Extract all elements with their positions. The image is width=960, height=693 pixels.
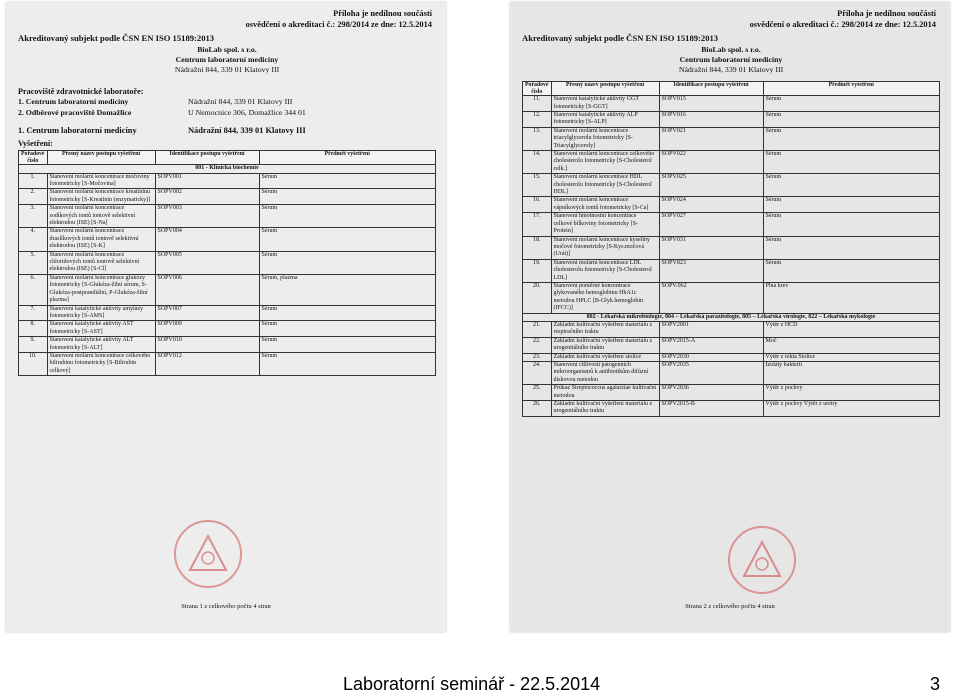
exam-code: SOPV2035 bbox=[659, 362, 763, 385]
table-row bbox=[523, 401, 940, 417]
exam-name: Stanovení katalytické aktivity amylázy fotometricky [S-AMS] bbox=[47, 305, 155, 321]
row-number: 7. bbox=[19, 305, 48, 321]
exam-code: SOPV005 bbox=[155, 251, 259, 274]
col-ident-header: Identifikace postupu vyšetření bbox=[659, 82, 763, 96]
row-number: 5. bbox=[19, 251, 48, 274]
exam-code: SOPV007 bbox=[155, 305, 259, 321]
col-subject-header: Předmět vyšetření bbox=[259, 151, 435, 165]
row-number: 22. bbox=[523, 337, 552, 353]
exam-name: Stanovení katalytické aktivity AST fotometricky [S-AST] bbox=[47, 321, 155, 337]
table-row bbox=[19, 228, 436, 251]
table-row bbox=[19, 305, 436, 321]
exam-code: SOPV2015-A bbox=[659, 337, 763, 353]
page-footer: Strana 1 z celkového počtu 4 stran bbox=[181, 603, 271, 610]
exam-code: SOPV006 bbox=[155, 274, 259, 305]
table-row bbox=[523, 174, 940, 197]
exam-subject: Sérum bbox=[259, 189, 435, 205]
row-number: 6. bbox=[19, 274, 48, 305]
exam-subject: Izoláty bakterií bbox=[763, 362, 939, 385]
table-row bbox=[523, 96, 940, 112]
table-row bbox=[19, 274, 436, 305]
exam-name: Průkaz Streptococcus agalactiae kultivační metodou bbox=[551, 385, 659, 401]
exam-subject: Sérum bbox=[763, 236, 939, 259]
workplace-row: 2. Odběrové pracoviště Domažlice U Nemocnice 306, Domažlice 344 01 bbox=[18, 108, 306, 117]
exam-code: SOPV010 bbox=[155, 337, 259, 353]
table-row bbox=[523, 213, 940, 236]
exam-subject: Plná krev bbox=[763, 282, 939, 313]
exam-name: Stanovení poměrné koncentrace glykovaného hemoglobinu HbA1c metodou HPLC [B-Glyk.hemoglobin (IFCC)] bbox=[551, 282, 659, 313]
exam-name: Stanovení hmotnostní koncentrace celkové bílkoviny fotometricky [S-Protein] bbox=[551, 213, 659, 236]
page-footer: Strana 2 z celkového počtu 4 stran bbox=[685, 603, 775, 610]
exam-code: SOPV2015-B bbox=[659, 401, 763, 417]
exam-subject: Sérum bbox=[259, 305, 435, 321]
row-number: 14. bbox=[523, 151, 552, 174]
row-number: 1. bbox=[19, 173, 48, 189]
exam-name: Stanovení molární koncentrace HDL cholesterolu fotometricky [S-Cholesterol HDL] bbox=[551, 174, 659, 197]
exam-name: Stanovení katalytické aktivity GGT fotometricky [S-GGT] bbox=[551, 96, 659, 112]
exam-code: SOPV002 bbox=[155, 189, 259, 205]
exam-subject: Sérum bbox=[763, 151, 939, 174]
exam-name: Stanovení molární koncentrace chloridových iontů iontově selektivní elektrodou (ISE) [S-Cl] bbox=[47, 251, 155, 274]
exam-name: Stanovení molární koncentrace glukózy fotometricky [S-Glukóza-žilní sérum, S-Glukóza-postprandiální, P-Glukóza-žilní plazma] bbox=[47, 274, 155, 305]
exam-name: Stanovení molární koncentrace LDL cholesterolu fotometricky [S-Cholesterol LDL] bbox=[551, 259, 659, 282]
col-no-header: Pořadové číslo bbox=[523, 82, 552, 96]
row-number: 3. bbox=[19, 205, 48, 228]
col-name-header: Přesný název postupu vyšetření bbox=[47, 151, 155, 165]
exam-code: SOPV2030 bbox=[659, 353, 763, 361]
exam-code: SOPV024 bbox=[659, 197, 763, 213]
accreditation-stamp bbox=[728, 526, 796, 594]
accreditation-line: Akreditovaný subjekt podle ČSN EN ISO 15189:2013 bbox=[522, 33, 719, 43]
row-number: 12. bbox=[523, 112, 552, 128]
row-number: 19. bbox=[523, 259, 552, 282]
row-number: 18. bbox=[523, 236, 552, 259]
main-workplace: 1. Centrum laboratorní medicíny Nádražní 844, 339 01 Klatovy III bbox=[18, 126, 306, 135]
table-row bbox=[19, 205, 436, 228]
exam-subject: Moč bbox=[763, 337, 939, 353]
section-heading: 802 - Lékařská mikrobiologie, 804 – Lékařská parazitologie, 805 – Lékařská virologie, 822 – Lékařská mykologie bbox=[523, 313, 940, 321]
table-row bbox=[523, 151, 940, 174]
exam-subject: Výtěr z pochvy Výtěr z uretry bbox=[763, 401, 939, 417]
row-number: 15. bbox=[523, 174, 552, 197]
exam-name: Stanovení molární koncentrace kyseliny močové fotometricky [S-Kys.močová (Urát)] bbox=[551, 236, 659, 259]
exam-name: Stanovení katalytické aktivity ALT fotometricky [S-ALT] bbox=[47, 337, 155, 353]
document-page-2 bbox=[510, 2, 950, 632]
row-number: 17. bbox=[523, 213, 552, 236]
annex-header: Příloha je nedílnou součástí osvědčení o akreditaci č.: 298/2014 ze dne: 12.5.2014 bbox=[245, 9, 432, 29]
triangle-logo-icon bbox=[186, 532, 230, 576]
exam-subject: Sérum bbox=[259, 173, 435, 189]
annex-header: Příloha je nedílnou součástí osvědčení o akreditaci č.: 298/2014 ze dne: 12.5.2014 bbox=[749, 9, 936, 29]
table-row bbox=[523, 112, 940, 128]
row-number: 8. bbox=[19, 321, 48, 337]
exam-subject: Sérum bbox=[259, 228, 435, 251]
accreditation-line: Akreditovaný subjekt podle ČSN EN ISO 15189:2013 bbox=[18, 33, 215, 43]
exam-name: Stanovení molární koncentrace celkového cholesterolu fotometricky [S-Cholesterol celk.] bbox=[551, 151, 659, 174]
exam-code: SOPV012 bbox=[155, 352, 259, 375]
exam-name: Základní kultivační vyšetření materiálu z urogenitálního traktu bbox=[551, 401, 659, 417]
table-row bbox=[19, 173, 436, 189]
table-row bbox=[19, 251, 436, 274]
exam-code: SOPV009 bbox=[155, 321, 259, 337]
exam-code: SOPV031 bbox=[659, 236, 763, 259]
exam-name: Stanovení molární koncentrace močoviny fotometricky [S-Močovina] bbox=[47, 173, 155, 189]
lab-identification: BioLab spol. s r.o. Centrum laboratorní medicíny Nádražní 844, 339 01 Klatovy III bbox=[174, 45, 280, 74]
row-number: 23. bbox=[523, 353, 552, 361]
exam-name: Stanovení katalytické aktivity ALP fotometricky [S-ALP] bbox=[551, 112, 659, 128]
table-row bbox=[523, 127, 940, 150]
triangle-logo-icon bbox=[740, 538, 784, 582]
row-number: 9. bbox=[19, 337, 48, 353]
row-number: 21. bbox=[523, 321, 552, 337]
exam-code: SOPV004 bbox=[155, 228, 259, 251]
exam-code: SOPV015 bbox=[659, 96, 763, 112]
col-subject-header: Předmět vyšetření bbox=[763, 82, 939, 96]
exam-subject: Sérum bbox=[763, 127, 939, 150]
table-row bbox=[523, 337, 940, 353]
row-number: 10. bbox=[19, 352, 48, 375]
exam-name: Základní kultivační vyšetření materiálu z urogenitálního traktu bbox=[551, 337, 659, 353]
section-heading: 801 - Klinická biochemie bbox=[19, 165, 436, 173]
slide-page-number: 3 bbox=[930, 674, 941, 693]
row-number: 4. bbox=[19, 228, 48, 251]
slide-title: Laboratorní seminář - 22.5.2014 bbox=[343, 674, 601, 693]
row-number: 11. bbox=[523, 96, 552, 112]
exam-code: SOPV001 bbox=[155, 173, 259, 189]
exam-name: Stanovení molární koncentrace sodíkových iontů iontově selektivní elektrodou (ISE) [S-Na] bbox=[47, 205, 155, 228]
exam-subject: Sérum bbox=[259, 205, 435, 228]
table-row bbox=[19, 352, 436, 375]
exam-code: SOPV025 bbox=[659, 174, 763, 197]
table-row bbox=[19, 189, 436, 205]
accreditation-stamp bbox=[174, 520, 242, 588]
exam-name: Stanovení molární koncentrace vápníkových iontů fotometricky [S-Ca] bbox=[551, 197, 659, 213]
exam-code: SOPV003 bbox=[155, 205, 259, 228]
row-number: 26. bbox=[523, 401, 552, 417]
exam-subject: Sérum bbox=[763, 174, 939, 197]
table-row bbox=[523, 362, 940, 385]
exam-subject: Výtěr z HCD bbox=[763, 321, 939, 337]
exam-name: Stanovení molární koncentrace draslíkových iontů iontově selektivní elektrodou (ISE) [S-K] bbox=[47, 228, 155, 251]
exam-name: Základní kultivační vyšetření stolice bbox=[551, 353, 659, 361]
row-number: 25. bbox=[523, 385, 552, 401]
col-ident-header: Identifikace postupu vyšetření bbox=[155, 151, 259, 165]
exam-table-right bbox=[522, 81, 940, 417]
table-row bbox=[523, 353, 940, 361]
exam-code: SOPV027 bbox=[659, 213, 763, 236]
row-number: 13. bbox=[523, 127, 552, 150]
exam-name: Stanovení molární koncentrace celkového bilirubinu fotometricky [S-Bilirubin celkový] bbox=[47, 352, 155, 375]
row-number: 24. bbox=[523, 362, 552, 385]
exam-subject: Sérum bbox=[259, 337, 435, 353]
exam-subject: Sérum bbox=[763, 213, 939, 236]
exam-code: SOPV022 bbox=[659, 151, 763, 174]
exam-subject: Výtěr z rekta Stolice bbox=[763, 353, 939, 361]
exam-subject: Sérum bbox=[259, 321, 435, 337]
exam-subject: Sérum bbox=[259, 251, 435, 274]
row-number: 16. bbox=[523, 197, 552, 213]
row-number: 20. bbox=[523, 282, 552, 313]
document-page-1 bbox=[6, 2, 446, 632]
workplace-row: 1. Centrum laboratorní medicíny Nádražní 844, 339 01 Klatovy III bbox=[18, 97, 293, 106]
lab-identification: BioLab spol. s r.o. Centrum laboratorní medicíny Nádražní 844, 339 01 Klatovy III bbox=[678, 45, 784, 74]
exam-code: SOPV823 bbox=[659, 259, 763, 282]
exam-code: SOPV016 bbox=[659, 112, 763, 128]
table-row bbox=[523, 197, 940, 213]
table-row bbox=[523, 282, 940, 313]
exam-table-left bbox=[18, 150, 436, 376]
table-row bbox=[19, 337, 436, 353]
exam-subject: Sérum bbox=[763, 96, 939, 112]
exam-subject: Sérum bbox=[763, 259, 939, 282]
exam-name: Stanovení molární koncentrace kreatininu fotometricky [S-Kreatinin (enzymaticky)] bbox=[47, 189, 155, 205]
exam-name: Základní kultivační vyšetření materiálu z respiračního traktu bbox=[551, 321, 659, 337]
table-row bbox=[523, 236, 940, 259]
workplaces-title: Pracoviště zdravotnické laboratoře: bbox=[18, 87, 144, 96]
exam-subject: Sérum bbox=[259, 352, 435, 375]
exam-name: Stanovení molární koncentrace triacylglycerolu fotometricky [S-Triacylglyceroly] bbox=[551, 127, 659, 150]
exams-title: Vyšetření: bbox=[18, 139, 53, 148]
table-row bbox=[523, 321, 940, 337]
row-number: 2. bbox=[19, 189, 48, 205]
exam-code: SOPV021 bbox=[659, 127, 763, 150]
col-no-header: Pořadové číslo bbox=[19, 151, 48, 165]
exam-code: SOPV2001 bbox=[659, 321, 763, 337]
exam-name: Stanovení citlivosti patogenních mikroorganismů k antibiotikům difúzní diskovou metodou bbox=[551, 362, 659, 385]
col-name-header: Přesný název postupu vyšetření bbox=[551, 82, 659, 96]
table-row bbox=[523, 385, 940, 401]
exam-subject: Sérum bbox=[763, 197, 939, 213]
exam-code: SOPV2036 bbox=[659, 385, 763, 401]
exam-subject: Sérum bbox=[763, 112, 939, 128]
exam-subject: Sérum, plazma bbox=[259, 274, 435, 305]
table-row bbox=[523, 259, 940, 282]
exam-code: SOPV.062 bbox=[659, 282, 763, 313]
exam-subject: Výtěr z pochvy bbox=[763, 385, 939, 401]
table-row bbox=[19, 321, 436, 337]
